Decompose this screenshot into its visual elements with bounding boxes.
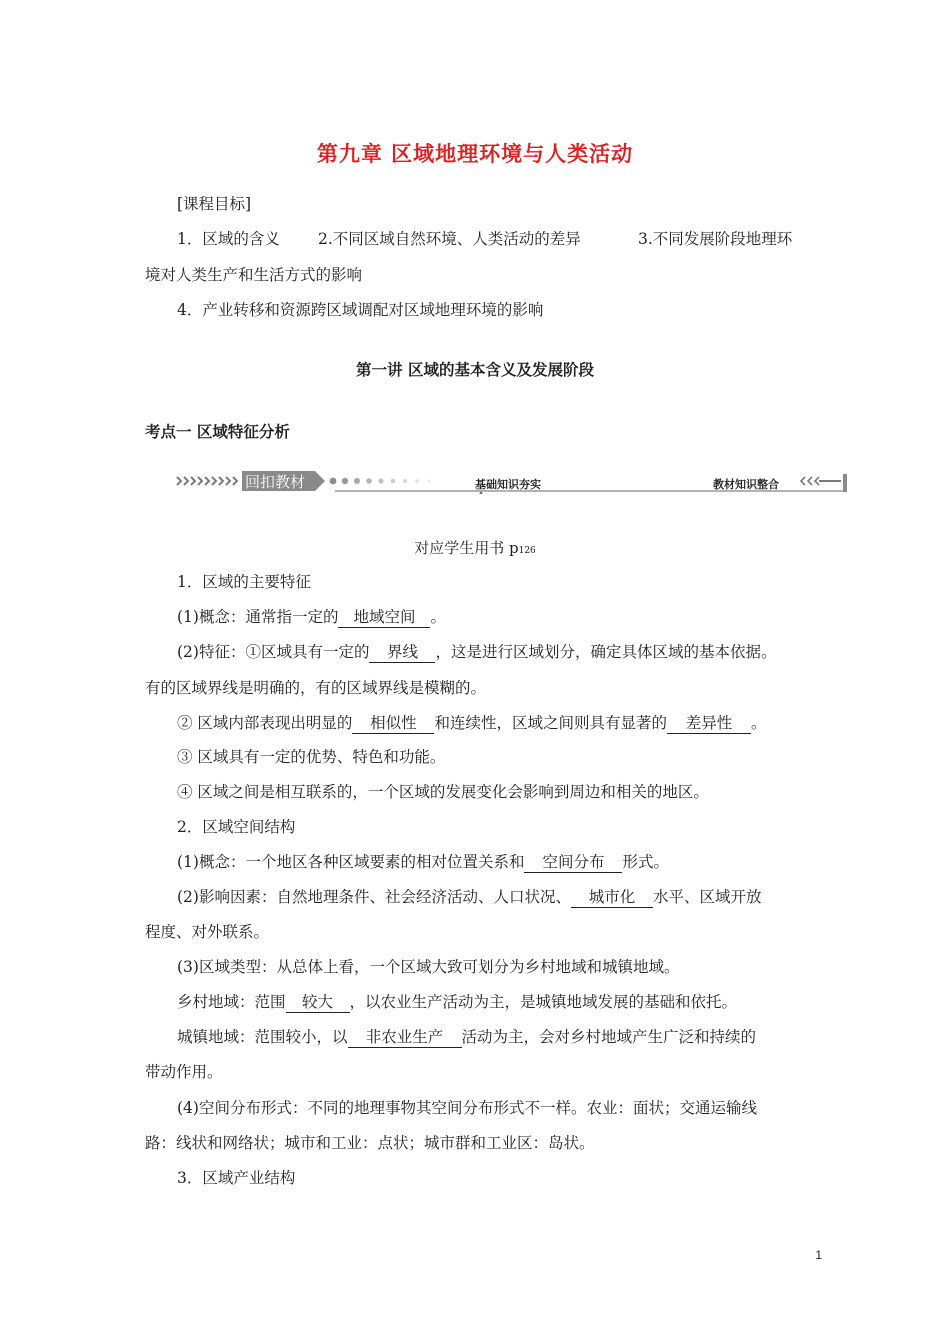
s2-rural: 乡村地域：范围 较大 ，以农业生产活动为主，是城镇地域发展的基础和依托。 <box>177 993 738 1011</box>
reference-text: 对应学生用书 p <box>414 539 519 557</box>
s2-concept: (1)概念：一个地区各种区域要素的相对位置关系和 空间分布 形式。 <box>177 853 669 871</box>
chevrons-icon <box>177 477 237 485</box>
goal-3a: 3.不同发展阶段地理环 <box>638 230 793 248</box>
blank-answer: 空间分布 <box>524 854 622 873</box>
goal-3b: 境对人类生产和生活方式的影响 <box>145 266 363 284</box>
course-goals-label: [课程目标] <box>177 195 252 213</box>
reference-line <box>0 537 950 558</box>
blank-answer: 界线 <box>369 644 435 663</box>
banner-right-label: 教材知识整合 <box>713 478 779 491</box>
goal-1: 1．区域的含义 <box>177 230 280 248</box>
s2-urban-cont: 带动作用。 <box>145 1063 223 1081</box>
goal-4: 4．产业转移和资源跨区域调配对区域地理环境的影响 <box>177 301 544 319</box>
banner-center-label: 基础知识夯实 <box>475 478 541 491</box>
s2-types: (3)区域类型：从总体上看，一个区域大致可划分为乡村地域和城镇地域。 <box>177 958 680 976</box>
s1-feature: (2)特征：①区域具有一定的 界线 ，这是进行区域划分，确定具体区域的基本依据。 <box>177 643 777 661</box>
s2-dist-b: 路：线状和网络状；城市和工业：点状；城市群和工业区：岛状。 <box>145 1134 595 1152</box>
blank-answer: 非农业生产 <box>348 1029 462 1048</box>
reference-page: 126 <box>518 546 536 556</box>
s1-f2: ② 区域内部表现出明显的 相似性 和连续性，区域之间则具有显著的 差异性 。 <box>177 714 767 732</box>
left-chevrons-icon <box>801 477 819 485</box>
lecture-title: 第一讲 区域的基本含义及发展阶段 <box>356 360 594 379</box>
blank-answer: 城市化 <box>571 889 653 908</box>
s1-feature-cont: 有的区域界线是明确的，有的区域界线是模糊的。 <box>145 679 487 697</box>
section2-heading: 2．区域空间结构 <box>177 818 296 836</box>
s2-dist-a: (4)空间分布形式：不同的地理事物其空间分布形式不一样。农业：面状；交通运输线 <box>177 1099 757 1117</box>
goal-2: 2.不同区域自然环境、人类活动的差异 <box>318 230 581 248</box>
s1-f4: ④ 区域之间是相互联系的，一个区域的发展变化会影响到周边和相关的地区。 <box>177 783 709 801</box>
section-banner <box>175 468 850 494</box>
s1-f3: ③ 区域具有一定的优势、特色和功能。 <box>177 748 446 766</box>
section3-heading: 3．区域产业结构 <box>177 1169 296 1187</box>
section1-heading: 1．区域的主要特征 <box>177 573 311 591</box>
page-number: 1 <box>815 1248 822 1262</box>
blank-answer: 差异性 <box>667 715 751 734</box>
banner-tag: 回扣教材 <box>245 473 306 491</box>
s2-factors-cont: 程度、对外联系。 <box>145 923 270 941</box>
chapter-title: 第九章 区域地理环境与人类活动 <box>316 141 634 166</box>
blank-answer: 地域空间 <box>338 609 430 628</box>
s1-concept: (1)概念：通常指一定的 地域空间 。 <box>177 608 446 626</box>
kaodian-title: 考点一 区域特征分析 <box>145 422 290 441</box>
dots-icon <box>330 478 431 485</box>
blank-answer: 相似性 <box>352 715 434 734</box>
blank-answer: 较大 <box>286 994 350 1013</box>
s2-urban: 城镇地域：范围较小，以 非农业生产 活动为主，会对乡村地域产生广泛和持续的 <box>177 1028 757 1046</box>
s2-factors: (2)影响因素：自然地理条件、社会经济活动、人口状况、 城市化 水平、区域开放 <box>177 888 762 906</box>
